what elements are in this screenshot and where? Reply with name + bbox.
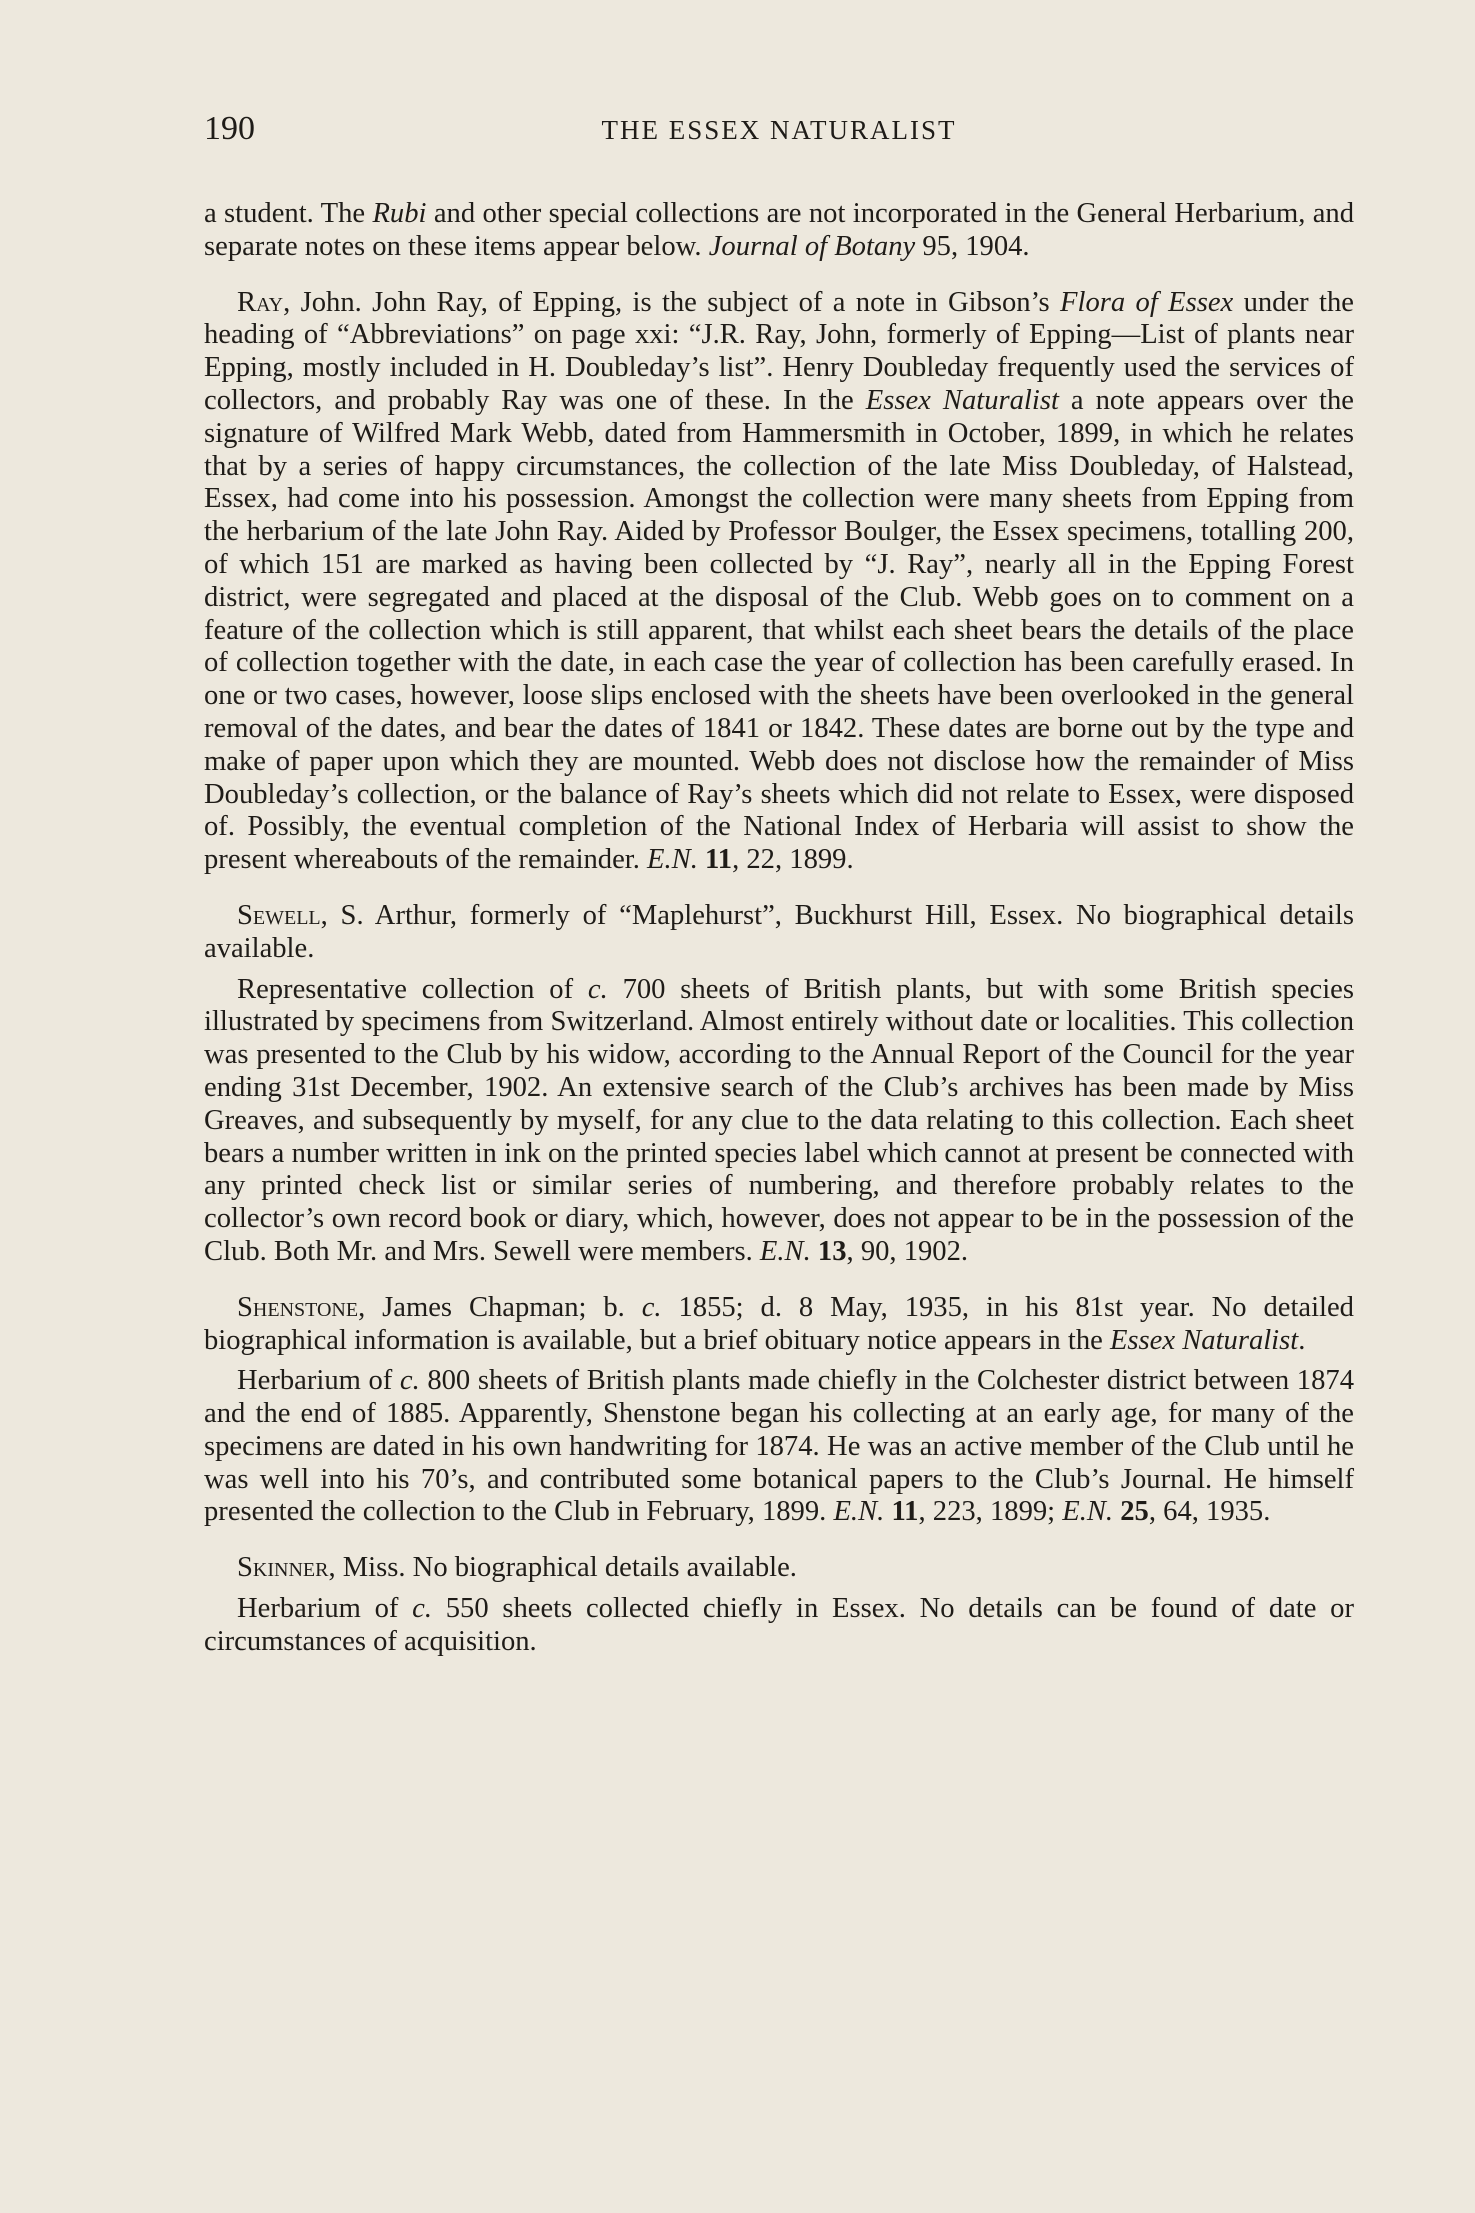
small-caps-run: Sewell bbox=[237, 899, 321, 931]
text-run: , Miss. No biographical details available. bbox=[328, 1552, 797, 1584]
italic-run: E.N. bbox=[759, 1235, 811, 1267]
italic-run: Essex Naturalist bbox=[865, 384, 1059, 416]
text-run: 1855; d. 8 May, 1935, in his 81st year. No detailed biographical information is available, but a brief obituary notice appears in the bbox=[204, 1291, 1354, 1356]
text-run: . bbox=[1298, 1324, 1306, 1356]
entry-sewell-s-arthur bbox=[204, 900, 1354, 966]
paragraph-skinner-herbarium bbox=[204, 1593, 1354, 1659]
text-run: , James Chapman; b. bbox=[358, 1291, 642, 1323]
running-title: THE ESSEX NATURALIST bbox=[601, 115, 957, 145]
text-run: Representative collection of bbox=[237, 973, 588, 1005]
italic-run: E.N. bbox=[647, 844, 698, 876]
text-run: , 64, 1935. bbox=[1148, 1496, 1271, 1528]
italic-run: c. bbox=[641, 1291, 662, 1323]
paragraph-sewell-collection bbox=[204, 974, 1354, 1269]
small-caps-run: Ray bbox=[237, 286, 284, 318]
text-run: , 22, 1899. bbox=[732, 844, 854, 876]
text-run: a note appears over the signature of Wilfred Mark Webb, dated from Hammersmith in October, 1899, in which he relates that by a series of happy circumstances, the collection of the late Miss Doubleday, of Halstead, Essex, had come into his possession. Amongst the collection were many sheets from Epping from the herbarium of the late John Ray. Aided by Professor Boulger, the Essex specimens, totalling 200, of which 151 are marked as having been collected by “J. Ray”, nearly all in the Epping Forest district, were segregated and placed at the disposal of the Club. Webb goes on to comment on a feature of the collection which is still apparent, that whilst each sheet bears the details of the place of collection together with the date, in each case the year of collection has been carefully erased. In one or two cases, however, loose slips enclosed with the sheets have been overlooked in the general removal of the dates, and bear the dates of 1841 or 1842. These dates are borne out by the type and make of paper upon which they are mounted. Webb does not disclose how the remainder of Miss Doubleday’s collection, or the balance of Ray’s sheets which did not relate to Essex, were disposed of. Possibly, the eventual completion of the National Index of Herbaria will assist to show the present whereabouts of the remainder. bbox=[204, 384, 1354, 876]
paragraph-shenstone-herbarium bbox=[204, 1365, 1354, 1529]
italic-run: Journal of Botany bbox=[708, 230, 916, 262]
italic-run: Essex Naturalist bbox=[1109, 1324, 1299, 1356]
page-number: 190 bbox=[204, 110, 255, 147]
text-run: Herbarium of bbox=[237, 1365, 400, 1397]
text-run: 800 sheets of British plants made chiefly in the Colchester district between 1874 and the end of 1885. Apparently, Shenstone began his collecting at an early age, for many of the specimens are dated in his own handwriting for 1874. He was an active member of the Club until he was well into his 70’s, and contributed some botanical papers to the Club’s Journal. He himself presented the collection to the Club in February, 1899. bbox=[204, 1365, 1354, 1528]
italic-run: E.N. bbox=[1062, 1496, 1114, 1528]
text-run: , 223, 1899; bbox=[918, 1496, 1063, 1528]
entry-shenstone-james-chapman bbox=[204, 1292, 1354, 1358]
text-run: 700 sheets of British plants, but with some British species illustrated by specimens from Switzerland. Almost entirely without date or localities. This collection was presented to the Club by his widow, according to the Annual Report of the Council for the year ending 31st December, 1902. An extensive search of the Club’s archives has been made by Miss Greaves, and subsequently by myself, for any clue to the data relating to this collection. Each sheet bears a number written in ink on the printed species label which cannot at present be connected with any printed check list or similar series of numbering, and therefore probably relates to the collector’s own record book or diary, which, however, does not appear to be in the possession of the Club. Both Mr. and Mrs. Sewell were members. bbox=[204, 973, 1354, 1267]
text-run: , 90, 1902. bbox=[846, 1235, 969, 1267]
text-run: under the heading of “Abbreviations” on page xxi: “J.R. Ray, John, formerly of Epping—List of plants near Epping, mostly included in H. Doubleday’s list”. Henry Doubleday frequently used the services of collectors, and probably Ray was one of these. In the bbox=[204, 286, 1354, 416]
italic-run: c. bbox=[412, 1593, 432, 1625]
text-run: , John. John Ray, of Epping, is the subject of a note in Gibson’s bbox=[283, 286, 1061, 318]
italic-run: c. bbox=[399, 1365, 420, 1397]
text-run: and other special collections are not incorporated in the General Herbarium, and separate notes on these items appear below. bbox=[204, 198, 1354, 262]
text-run: a student. The bbox=[204, 198, 373, 229]
text-run: 95, 1904. bbox=[915, 230, 1030, 262]
italic-run: E.N. bbox=[833, 1496, 885, 1528]
bold-run: 25 bbox=[1120, 1496, 1149, 1528]
body-text bbox=[204, 198, 1354, 1659]
small-caps-run: Skinner bbox=[237, 1552, 329, 1584]
italic-run: Rubi bbox=[372, 198, 427, 229]
text-run: 550 sheets collected chiefly in Essex. No details can be found of date or circumstances of acquisition. bbox=[204, 1593, 1354, 1657]
bold-run: 11 bbox=[705, 844, 733, 876]
page-header bbox=[204, 104, 1354, 154]
italic-run: Flora of Essex bbox=[1060, 286, 1234, 318]
paragraph-rubi-note bbox=[204, 198, 1354, 264]
text-run: Herbarium of bbox=[237, 1593, 413, 1625]
bold-run: 11 bbox=[891, 1496, 919, 1528]
bold-run: 13 bbox=[817, 1235, 847, 1267]
small-caps-run: Shenstone bbox=[237, 1291, 359, 1323]
text-run bbox=[811, 1236, 818, 1267]
text-run bbox=[698, 844, 705, 875]
entry-skinner-miss bbox=[204, 1552, 1354, 1585]
italic-run: c. bbox=[587, 973, 608, 1005]
entry-ray-john bbox=[204, 287, 1354, 877]
text-run: , S. Arthur, formerly of “Maplehurst”, Buckhurst Hill, Essex. No biographical details available. bbox=[204, 899, 1354, 964]
